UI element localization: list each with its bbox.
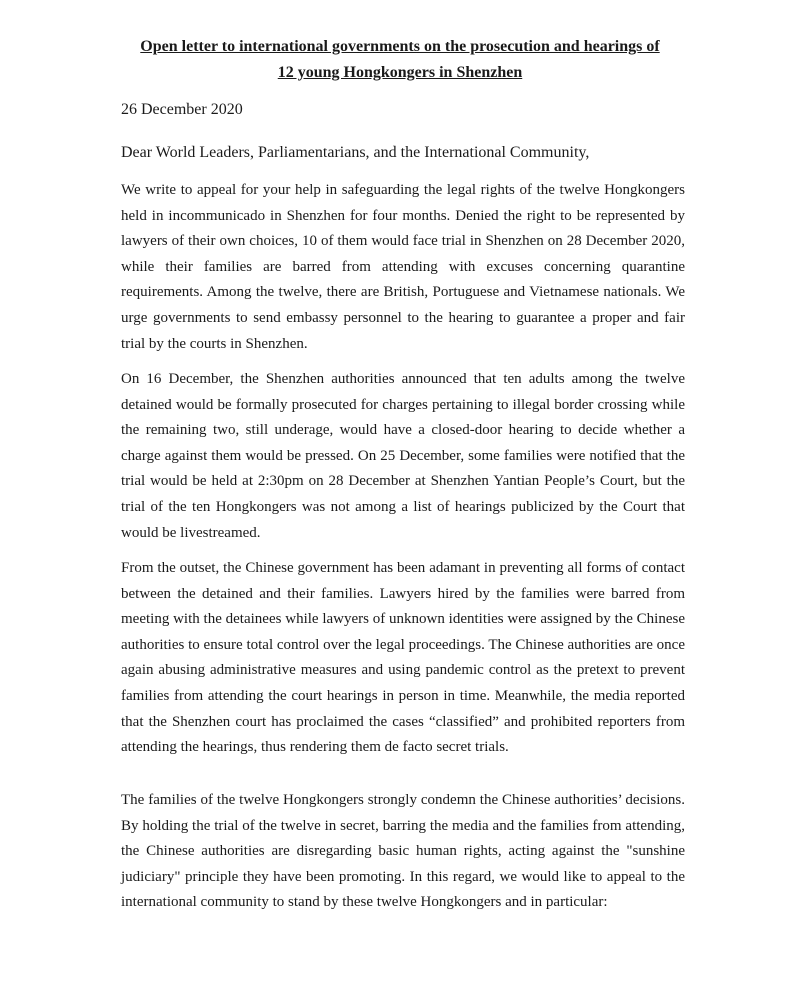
letter-date: 26 December 2020 [121,101,243,118]
paragraph-government-conduct: From the outset, the Chinese government has been adamant in preventing all forms of contact between the detained and their families. Lawyers hired by the families were barred from meeting with the detainees while lawyers of unknown identities were assigned by the Chinese authorities to ensure total control over the legal proceedings. The Chinese authorities are once again abusing administrative measures and using pandemic control as the pretext to prevent families from attending the court hearings in person in time. Meanwhile, the media reported that the Shenzhen court has proclaimed the cases “classified” and prohibited reporters from attending the hearings, thus rendering them de facto secret trials. [121,560,685,756]
paragraph-families-condemnation: The families of the twelve Hongkongers strongly condemn the Chinese authorities’ decisions. By holding the trial of the twelve in secret, barring the media and the families from attending, the Chinese authorities are disregarding basic human rights, acting against the "sunshine judiciary" principle they have been promoting. In this regard, we would like to appeal to the international community to stand by these twelve Hongkongers and in particular: [121,792,685,911]
paragraph-prosecution-announcement: On 16 December, the Shenzhen authorities announced that ten adults among the twelve detained would be formally prosecuted for charges pertaining to illegal border crossing while the remaining two, still underage, would have a closed-door hearing to decide whether a charge against them would be pressed. On 25 December, some families were notified that the trial would be held at 2:30pm on 28 December at Shenzhen Yantian People’s Court, but the trial of the ten Hongkongers was not among a list of hearings publicized by the Court that would be livestreamed. [121,371,685,541]
letter-title-line-2: 12 young Hongkongers in Shenzhen [277,64,523,81]
paragraph-appeal: We write to appeal for your help in safeguarding the legal rights of the twelve Hongkongers held in incommunicado in Shenzhen for four months. Denied the right to be represented by lawyers of their own choices, 10 of them would face trial in Shenzhen on 28 December 2020, while their families are barred from attending with excuses concerning quarantine requirements. Among the twelve, there are British, Portuguese and Vietnamese nationals. We urge governments to send embassy personnel to the hearing to guarantee a proper and fair trial by the courts in Shenzhen. [121,182,685,352]
letter-title-line-1: Open letter to international governments on the prosecution and hearings of [140,38,660,55]
letter-salutation: Dear World Leaders, Parliamentarians, and the International Community, [121,144,590,161]
